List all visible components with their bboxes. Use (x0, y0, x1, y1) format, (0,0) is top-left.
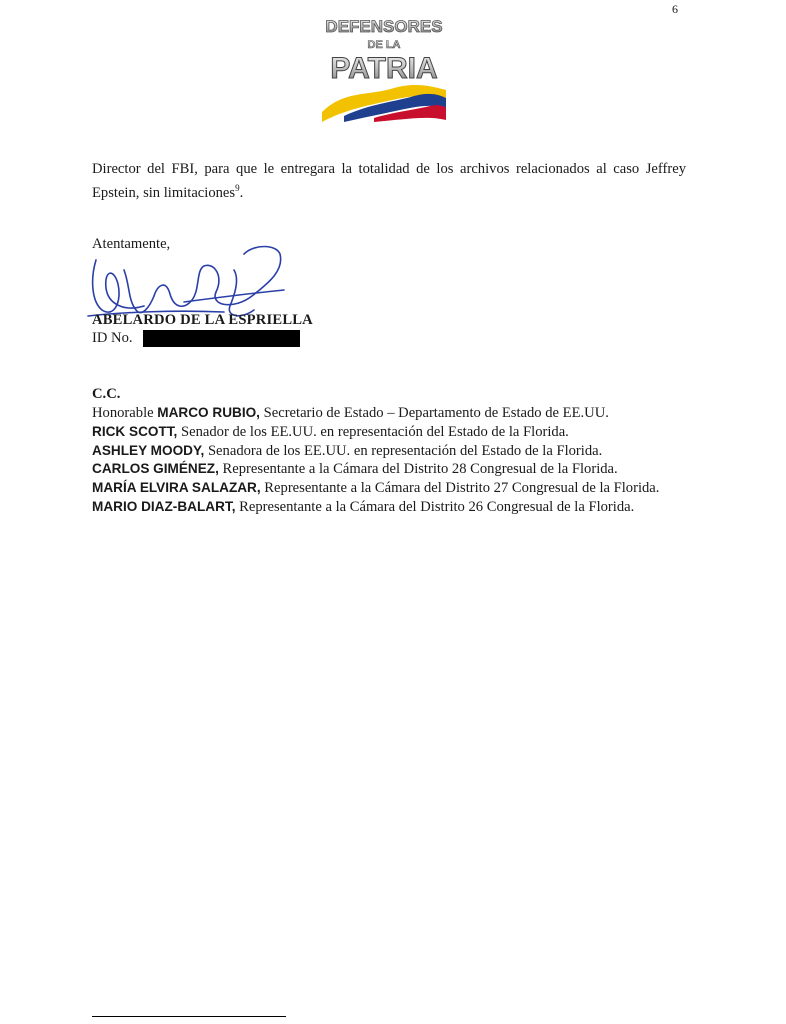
cc-description: Secretario de Estado – Departamento de Estado de EE.UU. (259, 405, 609, 421)
footnote-separator (92, 1016, 286, 1017)
id-label: ID No. (92, 330, 133, 346)
cc-name: MARCO RUBIO, (157, 405, 260, 420)
cc-name: ASHLEY MOODY, (92, 442, 205, 458)
cc-heading: C.C. (92, 386, 121, 402)
cc-name: MARÍA ELVIRA SALAZAR, (92, 480, 261, 496)
cc-entry (92, 423, 686, 442)
cc-prefix: Honorable (92, 405, 158, 421)
cc-description: Representante a la Cámara del Distrito 28 Congresual de la Florida. (218, 461, 618, 478)
cc-description: Representante a la Cámara del Distrito 26 Congresual de la Florida. (235, 498, 635, 515)
body-paragraph (92, 160, 686, 203)
cc-list (92, 404, 686, 517)
logo-line-2: DE LA (367, 39, 401, 51)
cc-description: Senadora de los EE.UU. en representación del Estado de la Florida. (204, 442, 603, 459)
id-row (92, 330, 300, 347)
defensores-de-la-patria-logo (314, 12, 454, 124)
redacted-id-block (143, 330, 300, 347)
closing-salutation: Atentamente, (92, 236, 171, 252)
cc-name: CARLOS GIMÉNEZ, (92, 461, 219, 477)
flag-icon (322, 85, 446, 122)
cc-entry (92, 460, 686, 479)
signer-name: ABELARDO DE LA ESPRIELLA (92, 312, 313, 328)
cc-description: Senador de los EE.UU. en representación del Estado de la Florida. (177, 423, 569, 440)
logo-line-1: DEFENSORES (325, 17, 443, 36)
cc-entry (92, 442, 686, 461)
cc-description: Representante a la Cámara del Distrito 27 Congresual de la Florida. (260, 480, 660, 497)
body-end-punctuation: . (239, 184, 244, 201)
logo-line-3: PATRIA (330, 52, 438, 85)
cc-entry (92, 404, 686, 423)
cc-entry (92, 479, 686, 498)
cc-entry (92, 498, 686, 517)
page-number: 6 (672, 2, 678, 16)
cc-name: MARIO DIAZ-BALART, (92, 498, 236, 514)
body-paragraph-text: Director del FBI, para que le entregara la totalidad de los archivos relacionados al caso Jeffrey Epstein, sin limitaciones (92, 161, 686, 201)
footnote-reference[interactable]: 9 (235, 183, 240, 193)
cc-name: RICK SCOTT, (92, 423, 178, 439)
